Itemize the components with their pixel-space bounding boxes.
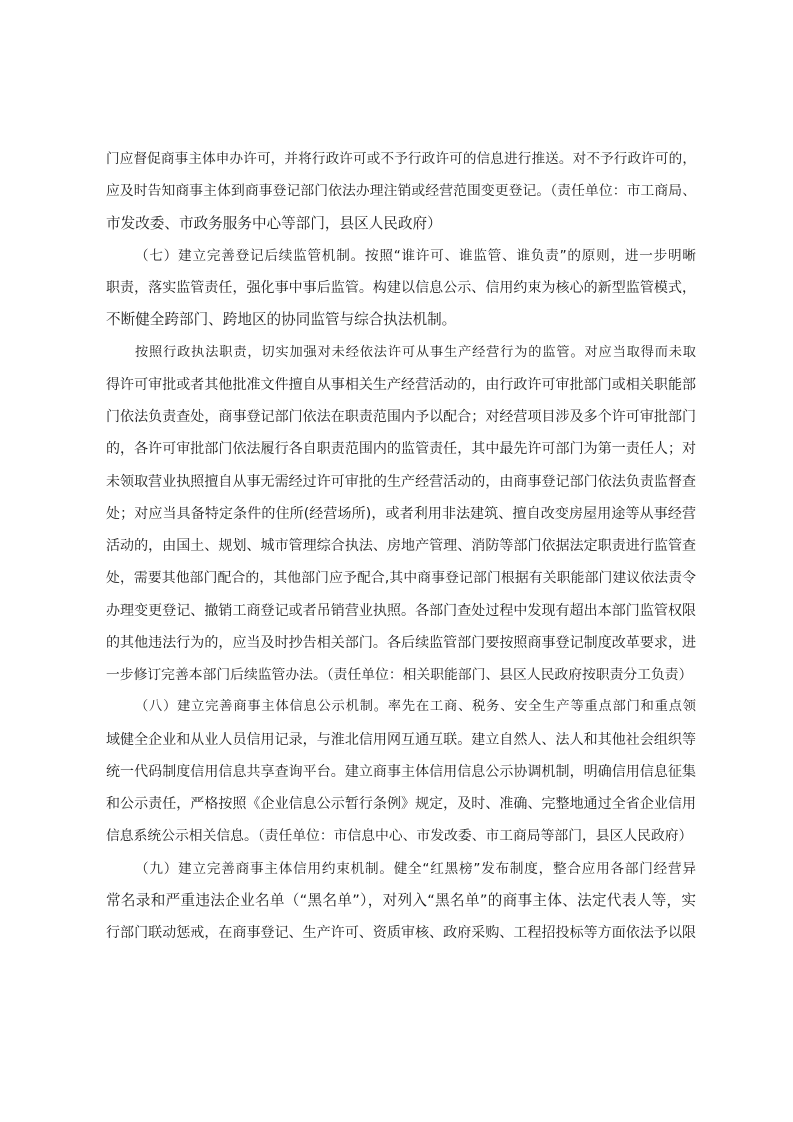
text-line: 得许可审批或者其他批准文件擅自从事相关生产经营活动的，由行政许可审批部门或相关职能部 bbox=[106, 376, 696, 393]
document-body bbox=[106, 143, 696, 949]
text-line: 不断健全跨部门、跨地区的协同监管与综合执法机制。 bbox=[106, 311, 457, 329]
text-line: 活动的，由国土、规划、城市管理综合执法、房地产管理、消防等部门依据法定职责进行监管查 bbox=[106, 538, 696, 554]
text-line: 的其他违法行为的，应当及时抄告相关部门。各后续监管部门要按照商事登记制度改革要求，进 bbox=[106, 634, 696, 651]
text-line: 未领取营业执照擅自从事无需经过许可审批的生产经营活动的，由商事登记部门依法负责监督查 bbox=[106, 473, 696, 490]
text-line: 统一代码制度信用信息共享查询平台。建立商事主体信用信息公示协调机制，明确信用信息征集 bbox=[106, 763, 696, 780]
text-line: 处；对应当具备特定条件的住所(经营场所)，或者利用非法建筑、擅自改变房屋用途等从事经营 bbox=[106, 505, 696, 522]
text-line: 域健全企业和从业人员信用记录，与淮北信用网互通互联。建立自然人、法人和其他社会组织等 bbox=[106, 731, 696, 748]
paragraph-first-line: （九）建立完善商事主体信用约束机制。健全“红黑榜”发布制度，整合应用各部门经营异 bbox=[135, 860, 696, 877]
text-line: 职责，落实监管责任，强化事中事后监管。构建以信息公示、信用约束为核心的新型监管模式， bbox=[106, 280, 696, 296]
text-line: 和公示责任，严格按照《企业信息公示暂行条例》规定，及时、准确、完整地通过全省企业信用 bbox=[106, 796, 696, 812]
text-line: 市发改委、市政务服务中心等部门，县区人民政府） bbox=[106, 214, 442, 232]
text-line: 一步修订完善本部门后续监管办法。（责任单位：相关职能部门、县区人民政府按职责分工负责） bbox=[106, 667, 693, 683]
text-line: 办理变更登记、撤销工商登记或者吊销营业执照。各部门查处过程中发现有超出本部门监管权限 bbox=[106, 602, 696, 619]
text-line: 处，需要其他部门配合的，其他部门应予配合,其中商事登记部门根据有关职能部门建议依法责令 bbox=[106, 570, 696, 587]
text-line: 应及时告知商事主体到商事登记部门依法办理注销或经营范围变更登记。（责任单位：市工商局、 bbox=[106, 183, 696, 200]
paragraph-first-line: （八）建立完善商事主体信息公示机制。率先在工商、税务、安全生产等重点部门和重点领 bbox=[135, 699, 696, 715]
text-line: 常名录和严重违法企业名单（“黑名单”），对列入“黑名单”的商事主体、法定代表人等，实 bbox=[106, 891, 696, 909]
text-line: 门依法负责查处，商事登记部门依法在职责范围内予以配合；对经营项目涉及多个许可审批部门 bbox=[106, 409, 696, 425]
text-line: 信息系统公示相关信息。（责任单位：市信息中心、市发改委、市工商局等部门，县区人民政府） bbox=[106, 828, 693, 845]
text-line: 门应督促商事主体申办许可，并将行政许可或不予行政许可的信息进行推送。对不予行政许可的， bbox=[106, 151, 696, 167]
text-line: 的，各许可审批部门依法履行各自职责范围内的监管责任，其中最先许可部门为第一责任人；对 bbox=[106, 441, 696, 458]
paragraph-first-line: （七）建立完善登记后续监管机制。按照“谁许可、谁监管、谁负责”的原则，进一步明晰 bbox=[135, 247, 696, 264]
text-line: 行部门联动惩戒，在商事登记、生产许可、资质审核、政府采购、工程招投标等方面依法予以限 bbox=[106, 925, 696, 941]
paragraph-first-line: 按照行政执法职责，切实加强对未经依法许可从事生产经营行为的监管。对应当取得而未取 bbox=[135, 344, 696, 360]
